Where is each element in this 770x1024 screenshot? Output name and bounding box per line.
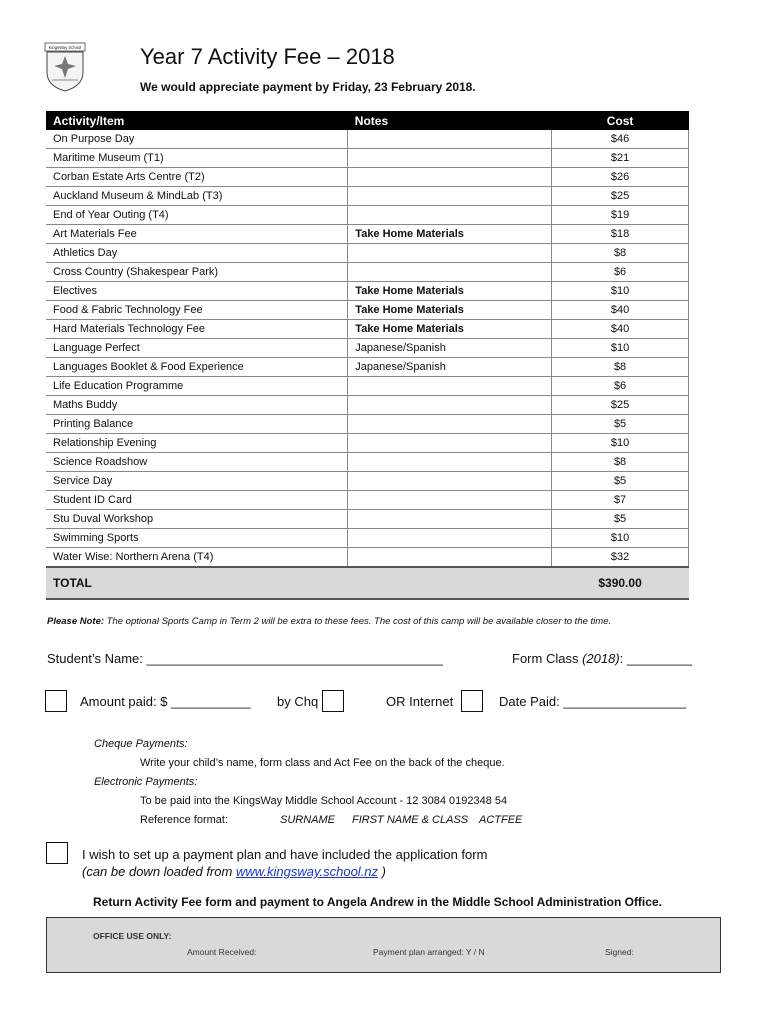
activity-notes [348,149,552,168]
payment-plan-checkbox[interactable] [46,842,68,864]
activity-item: Electives [46,282,348,301]
activity-cost: $8 [552,244,689,263]
activity-cost: $5 [552,472,689,491]
activity-item: Water Wise: Northern Arena (T4) [46,548,348,568]
activity-notes [348,548,552,568]
reference-surname: SURNAME [280,814,336,826]
table-row [46,225,689,244]
payment-due-subtitle: We would appreciate payment by Friday, 23 February 2018. [140,80,476,94]
student-name-field[interactable]: Student’s Name: _________________________________________ [47,651,443,666]
amount-paid-field[interactable]: Amount paid: $ ___________ [80,694,251,709]
activity-notes [348,130,552,149]
activity-item: Maritime Museum (T1) [46,149,348,168]
table-row [46,358,689,377]
activity-cost: $10 [552,529,689,548]
table-row [46,206,689,225]
activity-notes [348,472,552,491]
table-row [46,130,689,149]
total-label: TOTAL [46,567,348,599]
activity-item: Swimming Sports [46,529,348,548]
reference-format-label: Reference format: [140,814,229,826]
activity-notes [348,263,552,282]
activity-cost: $5 [552,415,689,434]
activity-notes [348,187,552,206]
activity-item: Athletics Day [46,244,348,263]
svg-text:KingsWay School: KingsWay School [48,45,82,50]
activity-notes: Take Home Materials [348,282,552,301]
table-row [46,434,689,453]
table-row [46,168,689,187]
activity-cost: $8 [552,453,689,472]
activity-cost: $25 [552,187,689,206]
school-website-link[interactable]: www.kingsway.school.nz [235,864,379,879]
activity-cost: $8 [552,358,689,377]
table-row [46,149,689,168]
header-cost: Cost [552,111,689,130]
form-class-field[interactable]: Form Class (2018): _________ [512,651,692,666]
activity-item: Life Education Programme [46,377,348,396]
or-internet-label: OR Internet [386,694,454,709]
activity-item: Corban Estate Arts Centre (T2) [46,168,348,187]
table-row [46,510,689,529]
table-row [46,320,689,339]
payment-plan-arranged-label: Payment plan arranged: Y / N [373,947,485,957]
reference-actfee: ACTFEE [479,814,523,826]
office-use-heading: OFFICE USE ONLY: [93,931,172,941]
school-crest-logo [44,42,86,92]
activity-cost: $32 [552,548,689,568]
activity-notes [348,168,552,187]
table-row [46,263,689,282]
activity-cost: $21 [552,149,689,168]
activity-item: On Purpose Day [46,130,348,149]
table-row [46,396,689,415]
header-notes: Notes [348,111,552,130]
payment-plan-text: I wish to set up a payment plan and have included the application form [82,847,488,862]
table-row [46,282,689,301]
amount-received-label: Amount Received: [187,947,257,957]
sports-camp-note: Please Note: The optional Sports Camp in Term 2 will be extra to these fees. The cost of this camp will be available closer to the time. [47,616,612,627]
activity-cost: $6 [552,263,689,282]
table-row [46,415,689,434]
activity-item: Languages Booklet & Food Experience [46,358,348,377]
activity-item: Stu Duval Workshop [46,510,348,529]
total-row [46,567,689,599]
activity-cost: $25 [552,396,689,415]
table-row [46,491,689,510]
cheque-payments-heading: Cheque Payments: [94,738,188,750]
activity-cost: $46 [552,130,689,149]
table-row [46,453,689,472]
activity-cost: $5 [552,510,689,529]
electronic-payments-text: To be paid into the KingsWay Middle School Account - 12 3084 0192348 54 [140,795,508,807]
activity-notes [348,396,552,415]
activity-notes: Take Home Materials [348,301,552,320]
activity-notes: Take Home Materials [348,225,552,244]
activity-notes [348,453,552,472]
activity-notes [348,377,552,396]
activity-cost: $10 [552,434,689,453]
by-cheque-checkbox[interactable] [322,690,344,712]
activity-cost: $18 [552,225,689,244]
activity-notes: Japanese/Spanish [348,358,552,377]
activity-cost: $6 [552,377,689,396]
table-row [46,244,689,263]
electronic-payments-heading: Electronic Payments: [94,776,198,788]
signed-label: Signed: [605,947,634,957]
activity-notes [348,491,552,510]
activity-item: Student ID Card [46,491,348,510]
activity-cost: $40 [552,301,689,320]
reference-name-class: FIRST NAME & CLASS [352,814,469,826]
by-cheque-label: by Chq [277,694,319,709]
activity-item: Printing Balance [46,415,348,434]
activity-item: Relationship Evening [46,434,348,453]
activity-item: Language Perfect [46,339,348,358]
activity-notes [348,529,552,548]
internet-checkbox[interactable] [461,690,483,712]
activity-cost: $40 [552,320,689,339]
table-row [46,187,689,206]
payment-plan-download: (can be down loaded from www.kingsway.school.nz ) [82,864,386,879]
activity-notes [348,415,552,434]
activity-fee-table [46,111,689,600]
activity-cost: $7 [552,491,689,510]
activity-notes: Japanese/Spanish [348,339,552,358]
table-row [46,339,689,358]
activity-item: Science Roadshow [46,453,348,472]
activity-cost: $10 [552,282,689,301]
activity-item: Food & Fabric Technology Fee [46,301,348,320]
activity-notes [348,510,552,529]
activity-cost: $10 [552,339,689,358]
table-row [46,472,689,491]
office-use-box [46,917,721,973]
activity-item: End of Year Outing (T4) [46,206,348,225]
header-activity: Activity/Item [46,111,348,130]
date-paid-field[interactable]: Date Paid: _________________ [499,694,687,709]
return-instructions: Return Activity Fee form and payment to Angela Andrew in the Middle School Administration Office. [93,895,662,909]
activity-item: Hard Materials Technology Fee [46,320,348,339]
activity-item: Art Materials Fee [46,225,348,244]
page-title: Year 7 Activity Fee – 2018 [140,44,395,69]
activity-notes [348,206,552,225]
total-value: $390.00 [552,567,689,599]
table-row [46,301,689,320]
table-row [46,377,689,396]
cheque-payments-text: Write your child’s name, form class and Act Fee on the back of the cheque. [140,757,505,769]
activity-item: Maths Buddy [46,396,348,415]
activity-item: Auckland Museum & MindLab (T3) [46,187,348,206]
activity-item: Cross Country (Shakespear Park) [46,263,348,282]
activity-notes: Take Home Materials [348,320,552,339]
activity-item: Service Day [46,472,348,491]
activity-cost: $19 [552,206,689,225]
activity-cost: $26 [552,168,689,187]
amount-paid-checkbox[interactable] [45,690,67,712]
table-row [46,548,689,568]
activity-notes [348,434,552,453]
activity-notes [348,244,552,263]
table-row [46,529,689,548]
